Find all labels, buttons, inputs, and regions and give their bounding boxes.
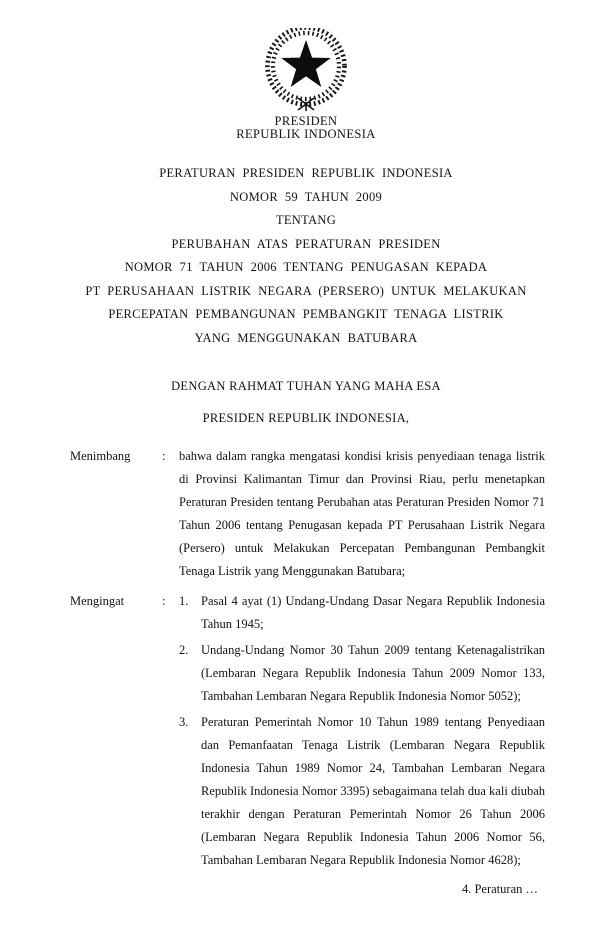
letterhead-presiden: PRESIDEN (274, 114, 338, 128)
list-item-number: 2. (179, 643, 189, 657)
invocation-line: DENGAN RAHMAT TUHAN YANG MAHA ESA (171, 379, 441, 393)
list-item-text: Pasal 4 ayat (1) Undang-Undang Dasar Negara Republik Indonesia Tahun 1945; (201, 594, 545, 631)
preamble-sections (0, 445, 612, 872)
section-mengingat (70, 590, 545, 872)
title-line-tentang: TENTANG (275, 213, 337, 227)
list-item (179, 639, 545, 708)
section-content (179, 445, 545, 583)
section-content (179, 590, 545, 872)
list-item-number: 3. (179, 715, 189, 729)
section-menimbang (70, 445, 545, 583)
list-item-text: Undang-Undang Nomor 30 Tahun 2009 tentang Ketenagalistrikan (Lembaran Negara Republik Indonesia Tahun 2009 Nomor 133, Tambahan Lembaran Negara Republik Indonesia Nomor 5052); (201, 643, 545, 703)
list-item-text: Peraturan Pemerintah Nomor 10 Tahun 1989 tentang Penyediaan dan Pemanfaatan Tenaga Listrik (Lembaran Negara Republik Indonesia Tahun 1989 Nomor 24, Tambahan Lembaran Negara Republik Indonesia Nomor 3395) sebagaimana telah dua kali diubah terakhir dengan Peraturan Pemerintah Nomor 26 Tahun 2006 (Lembaran Negara Republik Indonesia Tahun 2006 Nomor 56, Tambahan Lembaran Negara Republik Indonesia Nomor 4628); (201, 715, 545, 867)
page-continuation-catchword: 4. Peraturan … (461, 882, 538, 896)
section-colon: : (162, 594, 166, 608)
list-item-number: 1. (179, 594, 189, 608)
section-colon: : (162, 449, 166, 463)
title-line: PERATURAN PRESIDEN REPUBLIK INDONESIA (159, 166, 453, 180)
menimbang-paragraph: bahwa dalam rangka mengatasi kondisi krisis penyediaan tenaga listrik di Provinsi Kalimantan Timur dan Provinsi Riau, perlu menetapkan Peraturan Presiden tentang Perubahan atas Peraturan Presiden Nomor 71 Tahun 2006 tentang Penugasan kepada PT Perusahaan Listrik Negara (Persero) untuk Melakukan Percepatan Pembangunan Pembangkit Tenaga Listrik yang Menggunakan Batubara; (179, 449, 545, 578)
salutation-line: PRESIDEN REPUBLIK INDONESIA, (202, 411, 410, 425)
list-item (179, 711, 545, 872)
list-item (179, 590, 545, 636)
section-label: Menimbang (70, 449, 131, 463)
letterhead (0, 115, 612, 141)
title-line-number: NOMOR 59 TAHUN 2009 (229, 189, 383, 204)
title-line: PT PERUSAHAAN LISTRIK NEGARA (PERSERO) UNTUK MELAKUKAN (85, 283, 527, 298)
section-label: Mengingat (70, 594, 125, 608)
title-line: YANG MENGGUNAKAN BATUBARA (194, 330, 418, 345)
title-line: PERUBAHAN ATAS PERATURAN PRESIDEN (171, 236, 441, 251)
regulation-title (0, 162, 612, 350)
title-line: PERCEPATAN PEMBANGUNAN PEMBANGKIT TENAGA LISTRIK (108, 307, 504, 321)
letterhead-republik-indonesia: REPUBLIK INDONESIA (236, 127, 376, 141)
star-wreath-emblem-icon (259, 28, 353, 112)
title-line: NOMOR 71 TAHUN 2006 TENTANG PENUGASAN KEPADA (124, 260, 488, 274)
